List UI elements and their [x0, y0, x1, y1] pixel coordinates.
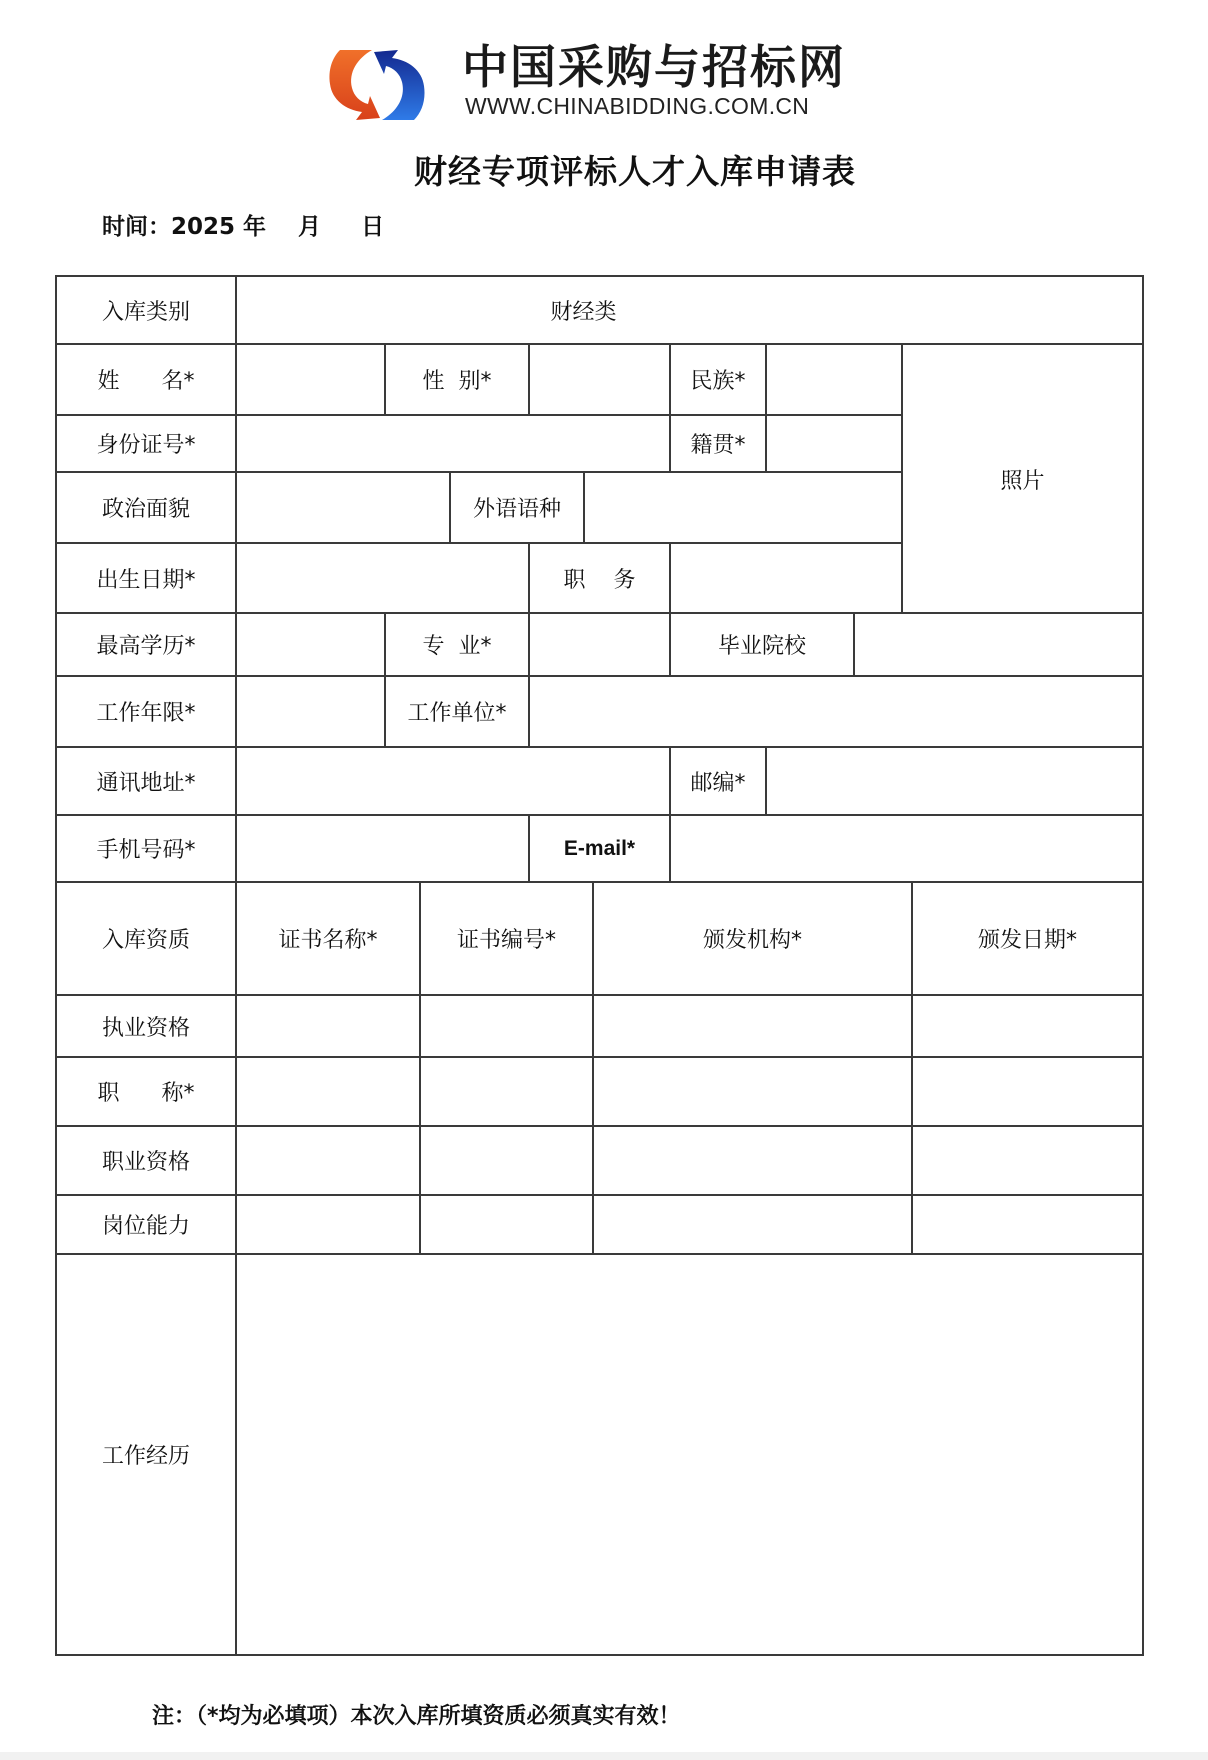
- competency-issue-date-input[interactable]: [912, 1195, 1143, 1254]
- birth-date-input[interactable]: [236, 543, 529, 613]
- ethnicity-input[interactable]: [766, 344, 902, 415]
- divider: [528, 814, 530, 882]
- divider: [384, 343, 386, 415]
- table-border: [56, 275, 1144, 277]
- name-label: 姓 名*: [97, 369, 195, 394]
- practice-cert-number-input[interactable]: [420, 995, 593, 1057]
- divider: [583, 471, 585, 543]
- divider: [911, 881, 913, 1254]
- address-input[interactable]: [236, 747, 670, 815]
- divider: [449, 471, 451, 543]
- title-cert-name-input[interactable]: [236, 1057, 420, 1126]
- divider: [592, 881, 594, 1254]
- divider: [56, 814, 1144, 816]
- page-title: 财经专项评标人才入库申请表: [414, 152, 856, 191]
- category-value: 财经类: [550, 299, 617, 325]
- table-border: [55, 275, 57, 1656]
- divider: [56, 994, 1144, 996]
- postcode-input[interactable]: [766, 747, 1143, 815]
- divider: [235, 275, 237, 1656]
- address-label: 通讯地址*: [96, 770, 196, 796]
- column-header-issue-date: 颁发日期*: [977, 928, 1077, 953]
- column-header-cert-name: 证书名称*: [278, 928, 378, 953]
- native-place-input[interactable]: [766, 415, 902, 472]
- vocational-cert-name-input[interactable]: [236, 1126, 420, 1195]
- competency-issuer-input[interactable]: [593, 1195, 912, 1254]
- id-number-label: 身份证号*: [96, 433, 196, 458]
- gender-input[interactable]: [529, 344, 670, 415]
- education-input[interactable]: [236, 613, 385, 676]
- column-header-cert-number: 证书编号*: [456, 928, 556, 953]
- divider: [669, 746, 671, 815]
- qual-row-label: 职业资格: [101, 1150, 190, 1175]
- divider: [56, 1056, 1144, 1058]
- practice-issuer-input[interactable]: [593, 995, 912, 1057]
- divider: [56, 414, 902, 416]
- divider: [419, 881, 421, 1254]
- photo-label: 照片: [1000, 469, 1045, 494]
- major-input[interactable]: [529, 613, 670, 676]
- email-label: E-mail*: [563, 836, 636, 860]
- work-years-label: 工作年限*: [96, 701, 196, 726]
- divider: [765, 746, 767, 815]
- divider: [56, 1194, 1144, 1196]
- practice-issue-date-input[interactable]: [912, 995, 1143, 1057]
- divider: [901, 343, 903, 613]
- table-border: [56, 1654, 1144, 1656]
- employer-label: 工作单位*: [407, 701, 507, 726]
- chinabidding-logo-icon: [318, 48, 436, 122]
- postcode-label: 邮编*: [690, 770, 746, 796]
- divider: [669, 542, 671, 613]
- native-place-label: 籍贯*: [690, 433, 746, 458]
- divider: [56, 343, 1144, 345]
- foreign-language-input[interactable]: [584, 472, 902, 543]
- qual-row-label: 岗位能力: [101, 1214, 190, 1239]
- logo-name: 中国采购与招标网: [462, 40, 846, 94]
- school-input[interactable]: [854, 613, 1143, 676]
- divider: [56, 471, 902, 473]
- mobile-label: 手机号码*: [96, 838, 196, 863]
- qualifications-label: 入库资质: [101, 928, 190, 953]
- divider: [56, 612, 1144, 614]
- photo-box[interactable]: [902, 344, 1143, 613]
- name-input[interactable]: [236, 344, 385, 415]
- divider: [528, 612, 530, 747]
- divider: [669, 343, 671, 472]
- divider: [669, 612, 671, 676]
- gender-label: 性 别*: [422, 369, 492, 394]
- divider: [765, 343, 767, 472]
- practice-cert-name-input[interactable]: [236, 995, 420, 1057]
- divider: [56, 675, 1144, 677]
- competency-cert-name-input[interactable]: [236, 1195, 420, 1254]
- divider: [56, 1253, 1144, 1255]
- title-issue-date-input[interactable]: [912, 1057, 1143, 1126]
- qual-row-label: 执业资格: [101, 1015, 190, 1041]
- table-border: [1142, 275, 1144, 1656]
- position-label: 职 务: [563, 567, 636, 593]
- work-history-textarea[interactable]: [236, 1254, 1143, 1655]
- political-status-label: 政治面貌: [101, 497, 190, 522]
- vocational-issuer-input[interactable]: [593, 1126, 912, 1195]
- vocational-cert-number-input[interactable]: [420, 1126, 593, 1195]
- divider: [528, 542, 530, 613]
- ethnicity-label: 民族*: [690, 369, 746, 394]
- divider: [56, 746, 1144, 748]
- title-issuer-input[interactable]: [593, 1057, 912, 1126]
- employer-input[interactable]: [529, 676, 1143, 747]
- email-input[interactable]: [670, 815, 1143, 882]
- divider: [853, 612, 855, 676]
- political-status-input[interactable]: [236, 472, 450, 543]
- work-history-label: 工作经历: [101, 1444, 190, 1469]
- divider: [56, 542, 902, 544]
- divider: [56, 1125, 1144, 1127]
- mobile-input[interactable]: [236, 815, 529, 882]
- page-bottom-edge: [0, 1752, 1208, 1760]
- competency-cert-number-input[interactable]: [420, 1195, 593, 1254]
- column-header-issuer: 颁发机构*: [702, 928, 802, 953]
- school-label: 毕业院校: [717, 634, 806, 659]
- work-years-input[interactable]: [236, 676, 385, 747]
- logo-url: WWW.CHINABIDDING.COM.CN: [465, 93, 810, 119]
- qual-row-label: 职 称*: [97, 1081, 195, 1106]
- divider: [56, 881, 1144, 883]
- major-label: 专 业*: [422, 634, 492, 659]
- id-number-input[interactable]: [236, 415, 670, 472]
- divider: [669, 814, 671, 882]
- vocational-issue-date-input[interactable]: [912, 1126, 1143, 1195]
- position-input[interactable]: [670, 543, 902, 613]
- divider: [528, 343, 530, 415]
- required-fields-note: 注：（*均为必填项）本次入库所填资质必须真实有效！: [152, 1704, 681, 1729]
- divider: [384, 612, 386, 747]
- title-cert-number-input[interactable]: [420, 1057, 593, 1126]
- foreign-language-label: 外语语种: [472, 497, 561, 522]
- category-label: 入库类别: [101, 299, 190, 325]
- birth-date-label: 出生日期*: [96, 567, 196, 593]
- date-line: 时间：2025 年 月 日: [102, 214, 385, 240]
- education-label: 最高学历*: [96, 634, 196, 659]
